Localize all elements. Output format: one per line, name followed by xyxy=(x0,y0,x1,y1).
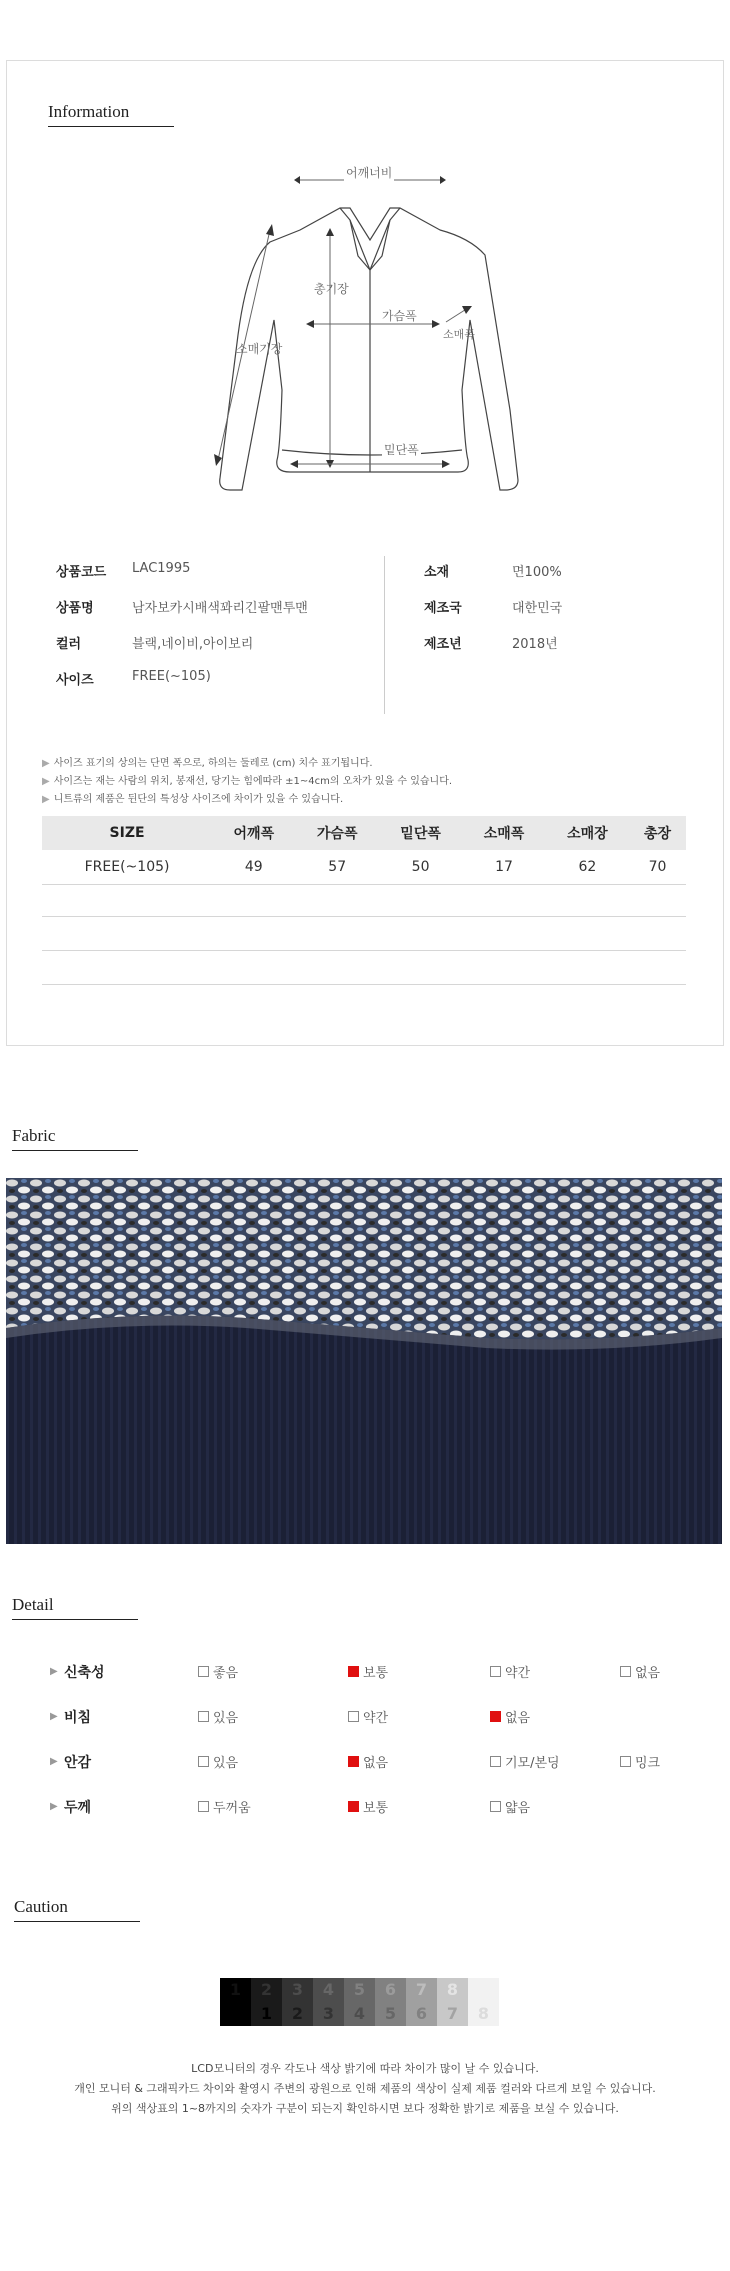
empty-table-row xyxy=(42,916,686,917)
row-bullet-icon: ▶ xyxy=(50,1801,58,1812)
checkbox-icon xyxy=(620,1666,631,1677)
checkbox-icon xyxy=(490,1756,501,1767)
label-total-length: 총기장 xyxy=(314,282,349,296)
option-stretch-normal: 보통 xyxy=(348,1662,388,1681)
checkbox-checked-icon xyxy=(348,1756,359,1767)
cell-chest: 57 xyxy=(296,850,379,885)
cell-hem: 50 xyxy=(379,850,462,885)
row-bullet-icon: ▶ xyxy=(50,1711,58,1722)
scale-swatch: 8 7 xyxy=(437,1978,468,2026)
cell-cuff: 17 xyxy=(462,850,545,885)
option-sheer-none: 없음 xyxy=(490,1707,530,1726)
label-hem: 밑단폭 xyxy=(384,443,419,457)
label-chest: 가슴폭 xyxy=(382,309,417,323)
checkbox-icon xyxy=(490,1666,501,1677)
size-table xyxy=(42,816,686,885)
cell-sleeve: 62 xyxy=(546,850,629,885)
caution-line: 위의 색상표의 1~8까지의 숫자가 구분이 되는지 확인하시면 보다 정확한 밝기로 제품을 보실 수 있습니다. xyxy=(111,2102,619,2115)
scale-swatch: 5 4 xyxy=(344,1978,375,2026)
option-lining-yes: 있음 xyxy=(198,1752,238,1771)
option-stretch-none: 없음 xyxy=(620,1662,660,1681)
row-bullet-icon: ▶ xyxy=(50,1756,58,1767)
bullet-icon: ▶ xyxy=(42,758,50,769)
year-value: 2018년 xyxy=(512,637,558,652)
cell-length: 70 xyxy=(629,850,686,885)
detail-label-lining: 안감 xyxy=(64,1755,92,1771)
checkbox-checked-icon xyxy=(490,1711,501,1722)
color-label: 컬러 xyxy=(56,637,82,652)
fabric-underline xyxy=(12,1150,138,1151)
col-size: SIZE xyxy=(42,816,212,850)
size-note: ▶ 사이즈는 재는 사람의 위치, 봉재선, 당기는 힘에따라 ±1~4cm의 오차가 있을 수 있습니다. xyxy=(42,776,453,787)
checkbox-icon xyxy=(198,1711,209,1722)
checkbox-icon xyxy=(490,1801,501,1812)
scale-swatch: 6 5 xyxy=(375,1978,406,2026)
option-lining-none: 없음 xyxy=(348,1752,388,1771)
scale-swatch: 8 xyxy=(468,1978,499,2026)
detail-label-sheer: 비침 xyxy=(64,1710,92,1726)
size-table-header xyxy=(42,816,686,850)
row-bullet-icon: ▶ xyxy=(50,1666,58,1677)
scale-swatch: 4 3 xyxy=(313,1978,344,2026)
col-cuff: 소매폭 xyxy=(462,816,545,850)
option-sheer-yes: 있음 xyxy=(198,1707,238,1726)
empty-table-row xyxy=(42,950,686,951)
col-length: 총장 xyxy=(629,816,686,850)
option-thickness-thick: 두꺼움 xyxy=(198,1797,251,1816)
year-label: 제조년 xyxy=(424,637,462,652)
detail-underline xyxy=(12,1619,138,1620)
info-divider xyxy=(384,556,385,714)
option-sheer-slight: 약간 xyxy=(348,1707,388,1726)
bullet-icon: ▶ xyxy=(42,794,50,805)
fabric-image xyxy=(6,1178,722,1544)
scale-swatch: 3 2 xyxy=(282,1978,313,2026)
detail-title: Detail xyxy=(12,1595,54,1614)
table-row xyxy=(42,850,686,885)
fabric-texture xyxy=(6,1178,722,1544)
garment-diagram xyxy=(200,160,530,500)
col-hem: 밑단폭 xyxy=(379,816,462,850)
empty-table-row xyxy=(42,984,686,985)
collar-inner xyxy=(350,220,390,270)
checkbox-checked-icon xyxy=(348,1801,359,1812)
cell-size: FREE(~105) xyxy=(42,850,212,885)
caution-line: LCD모니터의 경우 각도나 색상 밝기에 따라 차이가 많이 날 수 있습니다. xyxy=(191,2062,539,2075)
label-shoulder: 어깨너비 xyxy=(346,166,393,180)
col-shoulder: 어깨폭 xyxy=(212,816,295,850)
product-code-value: LAC1995 xyxy=(132,561,191,576)
col-sleeve: 소매장 xyxy=(546,816,629,850)
option-stretch-slight: 약간 xyxy=(490,1662,530,1681)
label-cuff: 소매폭 xyxy=(443,328,475,341)
material-value: 면100% xyxy=(512,565,562,580)
detail-label-thickness: 두께 xyxy=(64,1800,92,1816)
option-lining-brushed: 기모/본딩 xyxy=(490,1752,560,1771)
scale-swatch: 7 6 xyxy=(406,1978,437,2026)
option-thickness-normal: 보통 xyxy=(348,1797,388,1816)
fabric-title: Fabric xyxy=(12,1126,56,1145)
caution-title: Caution xyxy=(14,1897,68,1916)
size-value: FREE(~105) xyxy=(132,669,211,684)
caution-underline xyxy=(14,1921,140,1922)
size-note: ▶ 니트류의 제품은 뒨단의 특성상 사이즈에 차이가 있을 수 있습니다. xyxy=(42,794,344,805)
caution-line: 개인 모니터 & 그래픽카드 차이와 촬영시 주변의 광원으로 인해 제품의 색상이 실제 제품 컬러와 다르게 보일 수 있습니다. xyxy=(74,2082,656,2095)
label-sleeve-length: 소매기장 xyxy=(236,342,283,356)
cell-shoulder: 49 xyxy=(212,850,295,885)
option-thickness-thin: 얇음 xyxy=(490,1797,530,1816)
information-title: Information xyxy=(48,102,130,121)
option-lining-mink: 밍크 xyxy=(620,1752,660,1771)
col-chest: 가슴폭 xyxy=(296,816,379,850)
size-note: ▶ 사이즈 표기의 상의는 단면 폭으로, 하의는 둘레로 (cm) 치수 표기됩니다. xyxy=(42,758,373,769)
country-label: 제조국 xyxy=(424,601,462,616)
country-value: 대한민국 xyxy=(512,601,563,616)
bullet-icon: ▶ xyxy=(42,776,50,787)
color-value: 블랙,네이비,아이보리 xyxy=(132,637,254,652)
hem-band xyxy=(282,450,462,455)
checkbox-icon xyxy=(198,1666,209,1677)
scale-swatch: 2 1 xyxy=(251,1978,282,2026)
information-underline xyxy=(48,126,174,127)
material-label: 소재 xyxy=(424,565,450,580)
detail-label-stretch: 신축성 xyxy=(64,1665,105,1681)
size-label: 사이즈 xyxy=(56,673,94,688)
checkbox-icon xyxy=(198,1756,209,1767)
product-code-label: 상품코드 xyxy=(56,565,107,580)
checkbox-icon xyxy=(348,1711,359,1722)
product-name-value: 남자보카시배색꽈리긴팔맨투맨 xyxy=(132,601,308,616)
checkbox-checked-icon xyxy=(348,1666,359,1677)
checkbox-icon xyxy=(620,1756,631,1767)
checkbox-icon xyxy=(198,1801,209,1812)
product-name-label: 상품명 xyxy=(56,601,94,616)
option-stretch-good: 좋음 xyxy=(198,1662,238,1681)
scale-swatch: 1 xyxy=(220,1978,251,2026)
